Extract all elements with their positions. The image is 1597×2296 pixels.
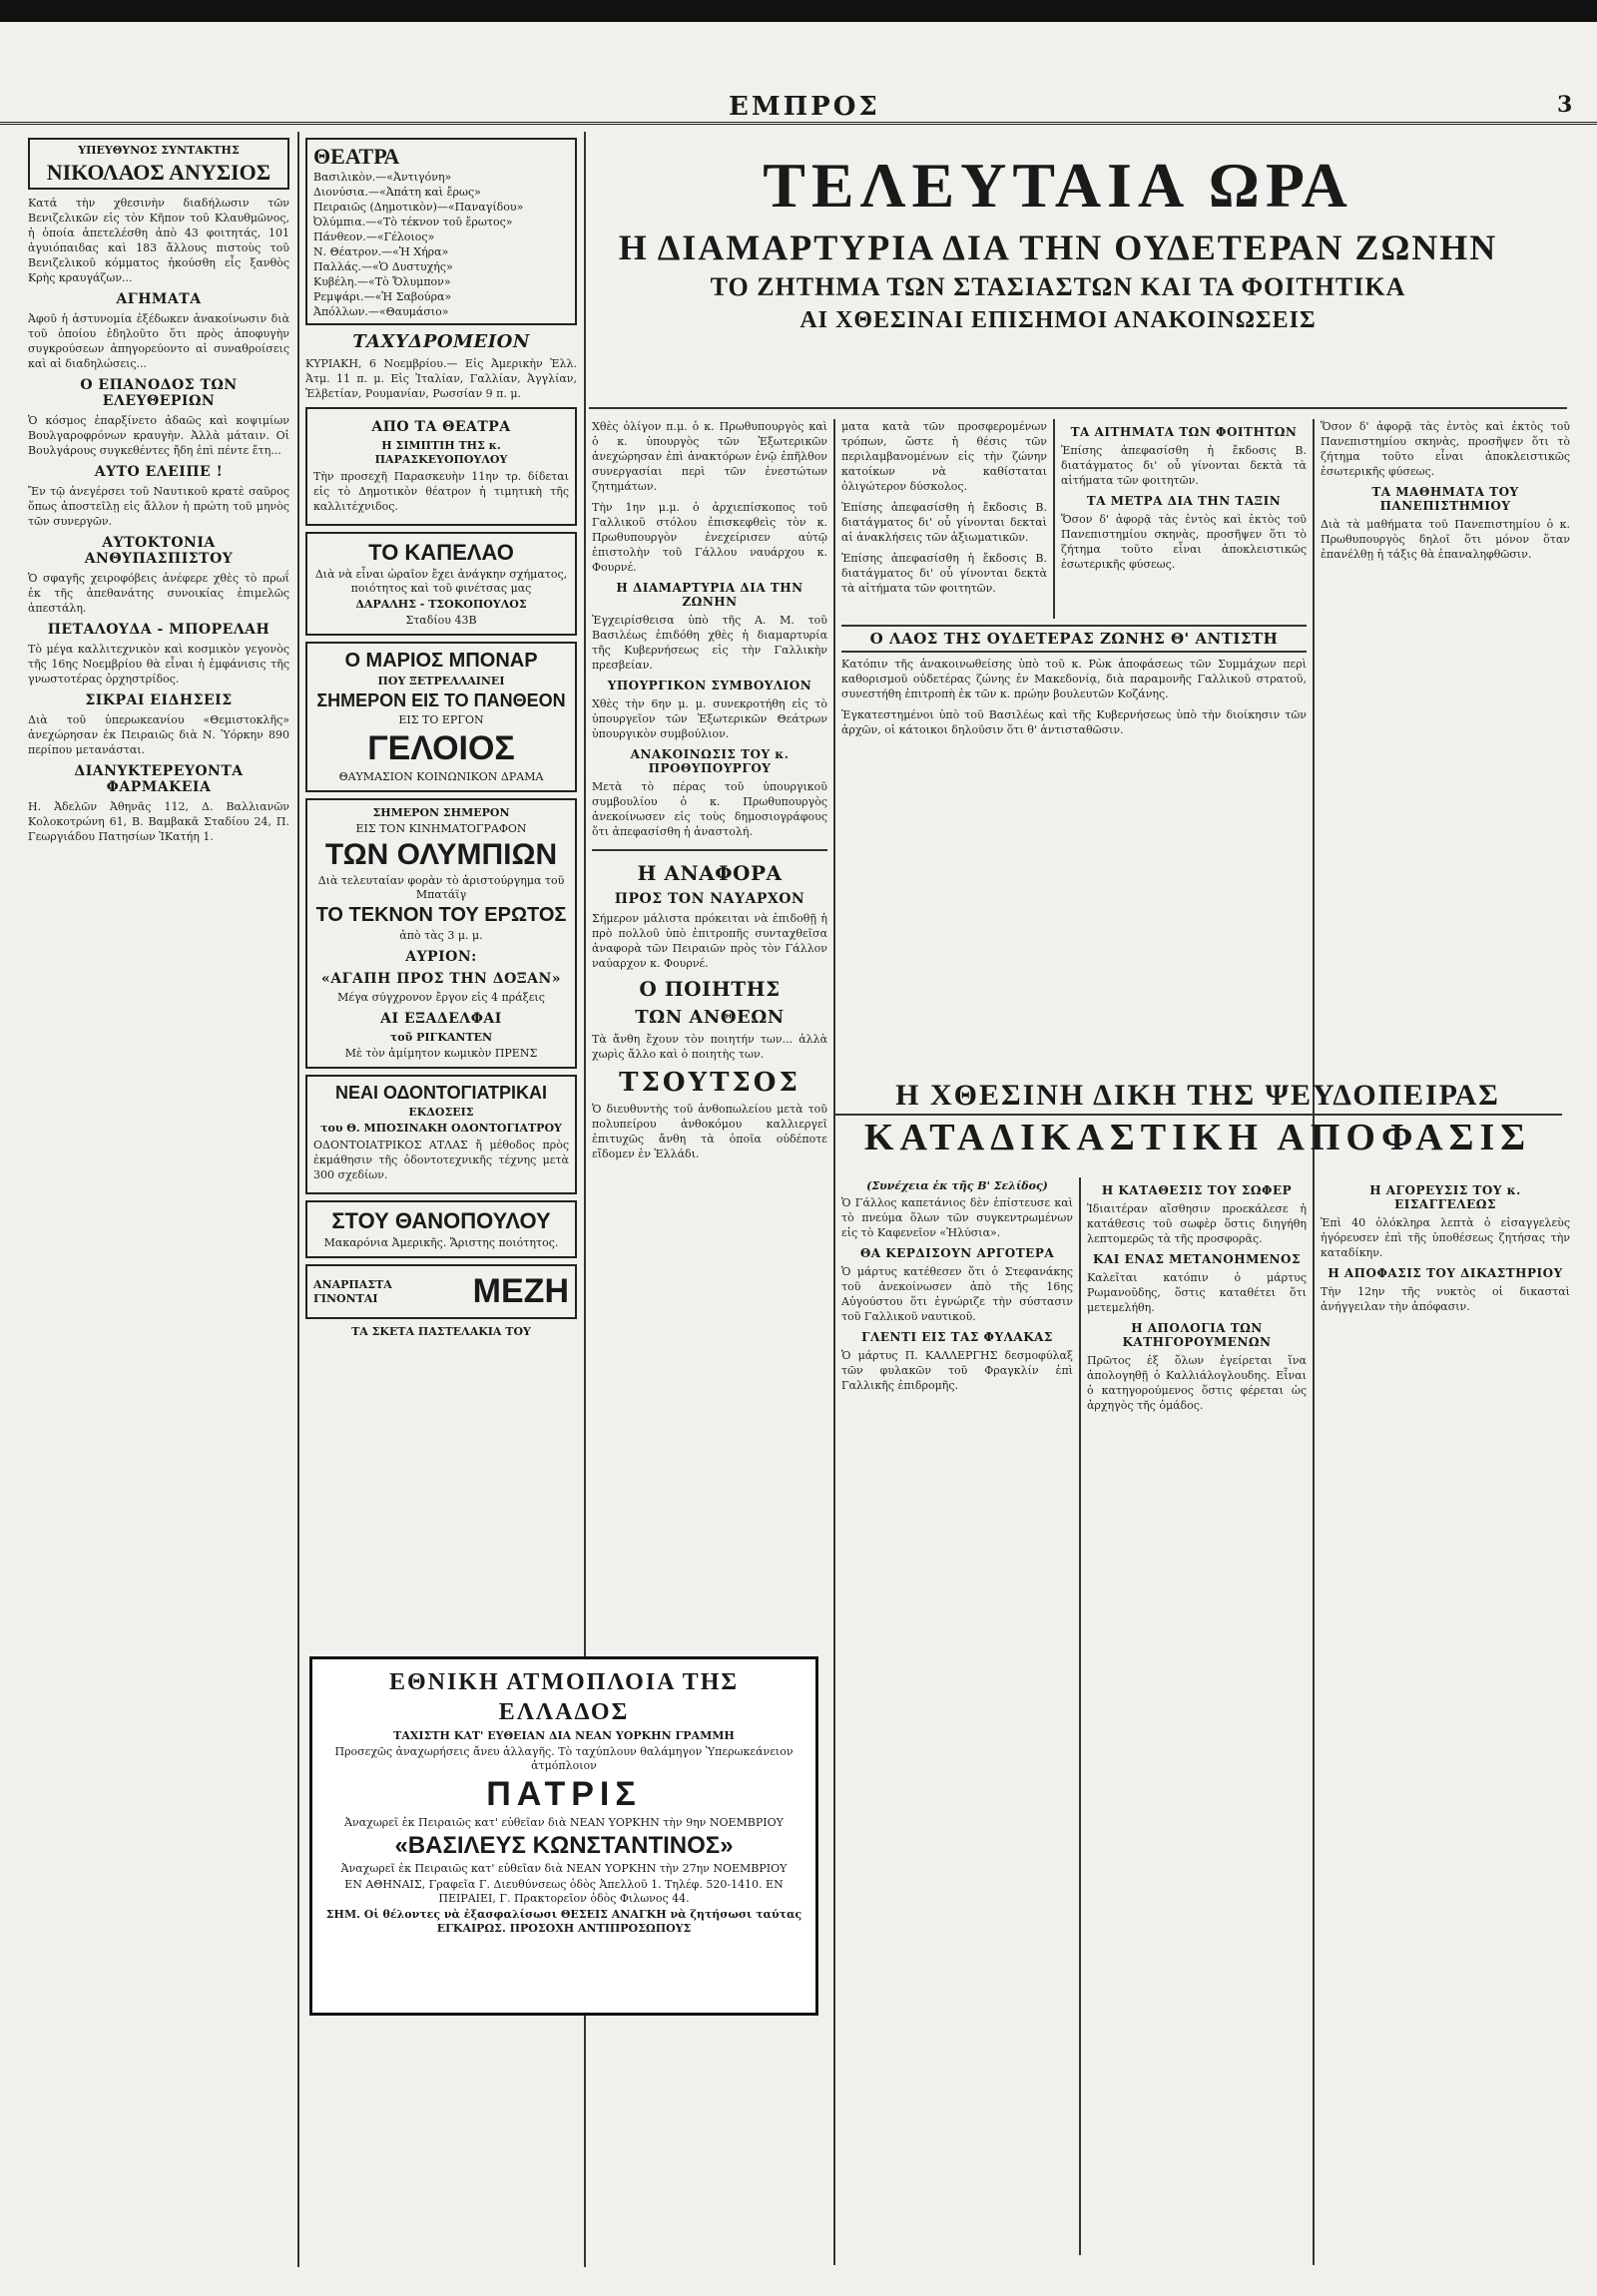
- post-text: ΚΥΡΙΑΚΗ, 6 Νοεμβρίου.— Εἰς Ἀμερικὴν Ἐλλ. Ἀτμ. 11 π. μ. Εἰς Ἰταλίαν, Γαλλίαν, Ἀγγλίαν, Ἐλβετίαν, Ρουμανίαν, Ρωσσίαν 9 π. μ.: [305, 357, 577, 400]
- olympia-ad-title: ΤΩΝ ΟΛΥΜΠΙΩΝ: [324, 838, 558, 871]
- article-heading: ΑΥΤΟΚΤΟΝΙΑ ΑΝΘΥΠΑΣΠΙΣΤΟΥ: [84, 535, 234, 567]
- pantheon-ad-label: ΕΙΣ ΤΟ ΕΡΓΟΝ: [398, 713, 484, 726]
- article-text: Τὴν 12ην τῆς νυκτὸς οἱ δικασταὶ ἀνήγγειλαν τὴν ἀπόφασιν.: [1321, 1285, 1570, 1313]
- pantheon-ad-genre: ΘΑΥΜΑΣΙΟΝ ΚΟΙΝΩΝΙΚΟΝ ΔΡΑΜΑ: [338, 770, 544, 783]
- editor-label: ΥΠΕΥΘΥΝΟΣ ΣΥΝΤΑΚΤΗΣ: [78, 144, 240, 157]
- masthead: [0, 92, 1597, 125]
- article-text: Χθὲς ὀλίγον π.μ. ὁ κ. Πρωθυπουργὸς καὶ ὁ κ. ὑπουργὸς τῶν Ἐξωτερικῶν ἀνεχώρησαν ἐπὶ ἀνακτόρων ἐνῷ ἐπῆλθον συνεργασίαι περὶ τῶν ἐνεστώτων ζητημάτων.: [592, 420, 827, 493]
- poet-text: Τὰ ἄνθη ἔχουν τὸν ποιητήν των... ἀλλὰ χωρὶς ἄλλο καὶ ὁ ποιητὴς των.: [592, 1033, 827, 1061]
- shipping-ad-ship2: «ΒΑΣΙΛΕΥΣ ΚΩΝΣΤΑΝΤΙΝΟΣ»: [394, 1832, 734, 1859]
- article-heading: ΤΑ ΑΙΤΗΜΑΤΑ ΤΩΝ ΦΟΙΤΗΤΩΝ: [1070, 425, 1298, 439]
- hat-ad-shop: ΔΑΡΑΛΗΣ - ΤΣΟΚΟΠΟΥΛΟΣ: [355, 598, 527, 611]
- article-heading: ΑΓΗΜΑΤΑ: [116, 291, 202, 307]
- article-heading: ΥΠΟΥΡΓΙΚΟΝ ΣΥΜΒΟΥΛΙΟΝ: [607, 679, 812, 692]
- shipping-ad-sub: ΤΑΧΙΣΤΗ ΚΑΤ' ΕΥΘΕΙΑΝ ΔΙΑ ΝΕΑΝ ΥΟΡΚΗΝ ΓΡΑΜΜΗ: [393, 1729, 735, 1742]
- olympia-ad-tomorrow: ΑΥΡΙΟΝ:: [405, 949, 477, 965]
- column-rule: [833, 419, 835, 2265]
- theatre-news-box: [305, 407, 577, 526]
- editor-box: [28, 138, 289, 190]
- article-heading: ΑΝΑΚΟΙΝΩΣΙΣ ΤΟΥ κ. ΠΡΟΘΥΠΟΥΡΓΟΥ: [630, 747, 790, 775]
- shipping-ad-ship1: ΠΑΤΡΙΣ: [486, 1775, 642, 1813]
- article-text: Ὁ μάρτυς κατέθεσεν ὅτι ὁ Στεφανάκης τοῦ ἀνεκοίνωσεν ἀπὸ τῆς 16ης Αὐγούστου ὅτι ἐγνώριζε τὴν σύστασιν τοῦ Γαλλικοῦ ναυτικοῦ.: [841, 1265, 1073, 1323]
- theatre-listing: Ρεμψάρι.—«Ἡ Σαβούρα»: [313, 290, 452, 303]
- banner-headline: Η ΔΙΑΜΑΡΤΥΡΙΑ ΔΙΑ ΤΗΝ ΟΥΔΕΤΕΡΑΝ ΖΩΝΗΝ: [618, 228, 1498, 267]
- theatre-news-title: ΑΠΟ ΤΑ ΘΕΑΤΡΑ: [371, 419, 511, 435]
- banner-title: ΤΕΛΕΥΤΑΙΑ ΩΡΑ: [763, 150, 1353, 221]
- tsoutsos-text: Ὁ διευθυντὴς τοῦ ἀνθοπωλείου μετὰ τοῦ πολυπείρου ἀνθοκόμου καλλιεργεῖ ἐπιτυχῶς ἄνθη τὰ ὁποῖα οὐδέποτε εἴδομεν ἐν Ἑλλάδι.: [592, 1103, 827, 1160]
- olympia-ad-next-text: Μέγα σύγχρονον ἔργον εἰς 4 πράξεις: [337, 991, 545, 1004]
- article-text: Ὅσον δ' ἀφορᾷ τὰς ἐντὸς καὶ ἐκτὸς τοῦ Πανεπιστημίου σκηνὰς, προσῆψεν ὅτι τὸ ζήτημα τοῦτο εἶναι ἀποκλειστικῶς ἐσωτερικῆς φύσεως.: [1321, 420, 1570, 478]
- article-heading: ΣΙΚΡΑΙ ΕΙΔΗΣΕΙΣ: [85, 692, 233, 708]
- post-title: ΤΑΧΥΔΡΟΜΕΙΟΝ: [352, 331, 530, 352]
- theatre-listing: Ἀπόλλων.—«Θαυμάσιο»: [313, 305, 449, 318]
- article-heading: ΤΑ ΜΕΤΡΑ ΔΙΑ ΤΗΝ ΤΑΞΙΝ: [1086, 494, 1282, 508]
- editor-name: ΝΙΚΟΛΑΟΣ ΑΝΥΣΙΟΣ: [46, 160, 271, 185]
- article-text: Διὰ τοῦ ὑπερωκεανίου «Θεμιστοκλῆς» ἀνεχώρησαν ἐκ Πειραιῶς διὰ Ν. Ὑόρκην 890 περίπου μετανάσται.: [28, 713, 289, 756]
- article-text: ματα κατὰ τῶν προσφερομένων τρόπων, ὥστε ἡ θέσις τῶν περιλαμβανομένων εἰς τὴν ζώνην κατοίκων νὰ καθίσταται ὀλιγώτερον δύσκολος.: [841, 420, 1047, 493]
- pantheon-ad-today: ΣΗΜΕΡΟΝ ΕΙΣ ΤΟ ΠΑΝΘΕΟΝ: [316, 690, 566, 710]
- dental-ad: [305, 1075, 577, 1194]
- anafora-sub: ΠΡΟΣ ΤΟΝ ΝΑΥΑΡΧΟΝ: [614, 891, 805, 907]
- olympia-ad-next: «ΑΓΑΠΗ ΠΡΟΣ ΤΗΝ ΔΟΞΑΝ»: [320, 971, 562, 987]
- article-text: Ἰδιαιτέραν αἴσθησιν προεκάλεσε ἡ κατάθεσις τοῦ σωφὲρ ὅστις διηγήθη λεπτομερῶς τὰ τῆς προσφορᾶς.: [1087, 1202, 1307, 1245]
- olympia-ad-pre: ΣΗΜΕΡΟΝ ΣΗΜΕΡΟΝ: [372, 806, 510, 819]
- shipping-ad-note: ΣΗΜ. Οἱ θέλοντες νὰ ἐξασφαλίσωσι ΘΕΣΕΙΣ ΑΝΑΓΚΗ νὰ ζητήσωσι ταύτας ΕΓΚΑΙΡΩΣ. ΠΡΟΣΟΧΗ ΑΝΤΙΠΡΟΣΩΠΟΥΣ: [325, 1908, 802, 1935]
- article-heading: ΤΑ ΜΑΘΗΜΑΤΑ ΤΟΥ ΠΑΝΕΠΙΣΤΗΜΙΟΥ: [1371, 485, 1519, 513]
- article-heading: ΔΙΑΝΥΚΤΕΡΕΥΟΝΤΑ ΦΑΡΜΑΚΕΙΑ: [74, 763, 244, 795]
- article-text: Ἐπὶ 40 ὁλόκληρα λεπτὰ ὁ εἰσαγγελεὺς ἠγόρευσεν ἐπὶ τῆς ὑποθέσεως ζητήσας τὴν καταδίκην.: [1321, 1216, 1570, 1259]
- article-text: Ὁ μάρτυς Π. ΚΑΛΛΕΡΓΗΣ δεσμοφύλαξ τῶν φυλακῶν τοῦ Φραγκλίν ἐπὶ Γαλλικῆς ἐπιδρομῆς.: [841, 1349, 1073, 1392]
- trial-column-1: [841, 1177, 1073, 2255]
- article-heading: Η ΑΠΟΦΑΣΙΣ ΤΟΥ ΔΙΚΑΣΤΗΡΙΟΥ: [1328, 1266, 1563, 1280]
- article-text: Ἐπίσης ἀπεφασίσθη ἡ ἔκδοσις Β. διατάγματος δι' οὗ γίνονται δεκτὰ τὰ αἰτήματα τῶν φοιτητῶν.: [1061, 444, 1307, 487]
- mezi-ad-title: ΜΕΖΗ: [472, 1272, 569, 1310]
- theatre-listing: Πειραιῶς (Δημοτικὸν)—«Παναγίδου»: [313, 201, 524, 214]
- article-text: Τὸ μέγα καλλιτεχνικὸν καὶ κοσμικὸν γεγονὸς τῆς 16ης Νοεμβρίου θὰ εἶναι ἡ ἐμφάνισις τῆς γνωστοτέρας ὀρχηστρίδος.: [28, 643, 289, 686]
- theatre-news-text: Τὴν προσεχῆ Παρασκευὴν 11ην τρ. δίδεται εἰς τὸ Δημοτικὸν θέατρον ἡ τιμητικὴ τῆς καλλιτέχνιδος.: [313, 470, 569, 513]
- theatre-box: [305, 138, 577, 325]
- article-text: Κατόπιν τῆς ἀνακοινωθείσης ὑπὸ τοῦ κ. Ρὼκ ἀποφάσεως τῶν Συμμάχων περὶ καθορισμοῦ οὐδετέρας ζώνης ἐν Μακεδονίᾳ, διὰ παραμονῆς Γαλλικοῦ στρατοῦ, συνεστήθη ἐπιτροπὴ ἐκ τῶν κ. πρώην βουλευτῶν Κοζάνης.: [841, 658, 1307, 700]
- article-text: Ἐπίσης ἀπεφασίσθη ἡ ἔκδοσις Β. διατάγματος δι' οὗ γίνονται δεκτὰ τὰ αἰτήματα τῶν φοιτητῶν.: [841, 552, 1047, 595]
- shipping-ad-address: ΕΝ ΑΘΗΝΑΙΣ, Γραφεῖα Γ. Διευθύνσεως ὁδὸς Ἀπελλοῦ 1. Τηλέφ. 520-1410. ΕΝ ΠΕΙΡΑΙΕΙ, Γ. Πρακτορεῖον ὁδὸς Φιλωνος 44.: [344, 1878, 784, 1905]
- pantheon-ad-actor: Ο ΜΑΡΙΟΣ ΜΠΟΝΑΡ: [344, 650, 538, 672]
- article-text: Μετὰ τὸ πέρας τοῦ ὑπουργικοῦ συμβουλίου ὁ κ. Πρωθυπουργὸς ἀνεκοίνωσεν εἰς τοὺς δημοσιογράφους ὅτι ἀπεφασίσθη ἡ ἀναστολή.: [592, 780, 827, 838]
- banner-rule: [589, 407, 1567, 409]
- hat-ad: [305, 532, 577, 636]
- article-text: Ὁ σφαγῆς χειροφόβεις ἀνέφερε χθὲς τὸ πρωΐ ἐκ τῆς ἀπεθανάτης συνοικίας ἐπιμελῶς ἀπεστάλη.: [28, 572, 289, 615]
- olympia-ad-author: τοῦ ΡΙΓΚΑΝΤΕΝ: [389, 1031, 493, 1044]
- column-rule: [297, 132, 299, 2267]
- article-text: Ὅσον δ' ἀφορᾷ τὰς ἐντὸς καὶ ἐκτὸς τοῦ Πανεπιστημίου σκηνὰς, προσῆψεν ὅτι τὸ ζήτημα τοῦτο εἶναι ἀποκλειστικῶς ἐσωτερικῆς φύσεως.: [1061, 513, 1307, 571]
- theatre-list: [313, 170, 569, 319]
- article-heading: ΑΥΤΟ ΕΛΕΙΠΕ !: [94, 464, 224, 480]
- pantheon-ad: [305, 642, 577, 792]
- zone-article: [841, 619, 1307, 1058]
- trial-verdict: ΚΑΤΑΔΙΚΑΣΤΙΚΗ ΑΠΟΦΑΣΙΣ: [863, 1117, 1532, 1158]
- scan-top-border: [0, 0, 1597, 22]
- article-heading: Ο ΕΠΑΝΟΔΟΣ ΤΩΝ ΕΛΕΥΘΕΡΙΩΝ: [80, 377, 238, 409]
- hat-ad-title: ΤΟ ΚΑΠΕΛΑΟ: [368, 540, 514, 565]
- thanopoulos-ad-title: ΣΤΟΥ ΘΑΝΟΠΟΥΛΟΥ: [331, 1208, 551, 1233]
- article-heading: Η ΚΑΤΑΘΕΣΙΣ ΤΟΥ ΣΩΦΕΡ: [1101, 1183, 1293, 1197]
- poet-sub: ΤΩΝ ΑΝΘΕΩΝ: [635, 1007, 785, 1028]
- theatre-listing: Διονύσια.—«Ἀπάτη καὶ ἔρως»: [313, 186, 481, 199]
- banner-subhead: ΤΟ ΖΗΤΗΜΑ ΤΩΝ ΣΤΑΣΙΑΣΤΩΝ ΚΑΙ ΤΑ ΦΟΙΤΗΤΙΚΑ: [710, 272, 1406, 301]
- article-heading: ΓΛΕΝΤΙ ΕΙΣ ΤΑΣ ΦΥΛΑΚΑΣ: [861, 1330, 1053, 1344]
- article-heading: Η ΑΓΟΡΕΥΣΙΣ ΤΟΥ κ. ΕΙΣΑΓΓΕΛΕΩΣ: [1369, 1183, 1521, 1211]
- dental-ad-sub: ΕΚΔΟΣΕΙΣ: [408, 1106, 474, 1119]
- column-rule: [1313, 419, 1315, 2265]
- mezi-ad-label: ΑΝΑΡΠΑΣΤΑ ΓΙΝΟΝΤΑΙ: [313, 1277, 392, 1305]
- theatre-listing: Βασιλικὸν.—«Ἀντιγόνη»: [313, 171, 452, 184]
- olympia-ad-film: ΤΟ ΤΕΚΝΟΝ ΤΟΥ ΕΡΩΤΟΣ: [315, 904, 567, 926]
- thanopoulos-ad-text: Μακαρόνια Ἀμερικῆς. Ἄριστης ποιότητος.: [323, 1236, 559, 1249]
- article-heading: ΠΕΤΑΛΟΥΔΑ - ΜΠΟΡΕΛΑΗ: [47, 622, 270, 638]
- article-heading: Η ΔΙΑΜΑΡΤΥΡΙΑ ΔΙΑ ΤΗΝ ΖΩΝΗΝ: [616, 581, 803, 609]
- article-text: Ἐγχειρίσθεισα ὑπὸ τῆς Α. Μ. τοῦ Βασιλέως ἐπιδόθη χθὲς ἡ διαμαρτυρία τῆς Κυβερνήσεως εἰς τὴν Γαλλικὴν πρεσβείαν.: [592, 614, 827, 672]
- article-text: Η. Ἀδελῶν Ἀθηνᾶς 112, Δ. Βαλλιανῶν Κολοκοτρώνη 61, Β. Βαμβακᾶ Σταδίου 24, Π. Γεωργιάδου Πατησίων ἸΚατήη 1.: [28, 800, 289, 843]
- thanopoulos-ad: [305, 1200, 577, 1258]
- shipping-ad-title: ΕΘΝΙΚΗ ΑΤΜΟΠΛΟΙΑ ΤΗΣ ΕΛΛΑΔΟΣ: [388, 1669, 740, 1725]
- hat-ad-text: Διὰ νὰ εἶναι ὡραῖον ἔχει ἀνάγκην σχήματος, ποιότητος καὶ τοῦ φινέτσας μας: [314, 568, 568, 595]
- trial-title: Η ΧΘΕΣΙΝΗ ΔΙΚΗ ΤΗΣ ΨΕΥΔΟΠΕΙΡΑΣ: [833, 1078, 1562, 1116]
- theatre-listing: Παλλάς.—«Ὁ Δυστυχής»: [313, 260, 453, 273]
- olympia-ad-cast: Μὲ τὸν ἀμίμητον κωμικὸν ΠΡΕΝΣ: [344, 1047, 538, 1060]
- shipping-ad-ship2-text: Ἀναχωρεῖ ἐκ Πειραιῶς κατ' εὐθεῖαν διὰ ΝΕΑΝ ΥΟΡΚΗΝ τὴν 27ην ΝΟΕΜΒΡΙΟΥ: [340, 1862, 788, 1875]
- dental-ad-author: του Θ. ΜΠΟΣΙΝΑΚΗ ΟΔΟΝΤΟΓΙΑΤΡΟΥ: [320, 1122, 562, 1135]
- banner: [559, 150, 1557, 335]
- banner-subhead2: ΑΙ ΧΘΕΣΙΝΑΙ ΕΠΙΣΗΜΟΙ ΑΝΑΚΟΙΝΩΣΕΙΣ: [799, 307, 1317, 333]
- shipping-ad-text: Προσεχῶς ἀναχωρήσεις ἄνευ ἀλλαγῆς. Τὸ ταχύπλουν θαλάμηγον Ὑπερωκεάνειον ἀτμόπλοιον: [334, 1745, 794, 1772]
- trial-column-3: [1321, 1177, 1570, 2255]
- pantheon-ad-sub: ΠΟΥ ΞΕΤΡΕΛΛΑΙΝΕΙ: [377, 675, 505, 688]
- theatre-listing: Ὀλύμπια.—«Τὸ τέκνον τοῦ ἔρωτος»: [313, 216, 513, 229]
- trial-continuation: (Συνέχεια ἐκ τῆς Β' Σελίδος): [866, 1179, 1048, 1192]
- article-text: Ἀφοῦ ἡ ἀστυνομία ἐξέδωκεν ἀνακοίνωσιν διὰ τοῦ ὁποίου ἐδηλοῦτο ὅτι πρὸς ἀποφυγὴν συγκρούσεων ἀπηγορεύοντο αἱ συναθροίσεις καὶ αἱ διαδηλώσεις...: [28, 312, 289, 370]
- theatre-listing: Πάνθεον.—«Γέλοιος»: [313, 230, 435, 243]
- trial-headline: [833, 1078, 1562, 1159]
- olympia-ad: [305, 798, 577, 1069]
- anafora-text: Σήμερον μάλιστα πρόκειται νὰ ἐπιδοθῇ ἡ πρὸ πολλοῦ ὑπὸ ἐπιτροπῆς συνταχθεῖσα ἀναφορὰ τῶν Πειραιῶν πρὸς τὸν Γάλλον ναύαρχον κ. Φουρνέ.: [592, 912, 827, 970]
- article-text: Ἐγκατεστημένοι ὑπὸ τοῦ Βασιλέως καὶ τῆς Κυβερνήσεως ὑπὸ τὴν διοίκησιν τῶν ἀρχῶν, οἱ κάτοικοι δηλοῦσιν ὅτι θ' ἀντισταθῶσιν.: [841, 708, 1307, 736]
- article-heading: ΘΑ ΚΕΡΔΙΣΟΥΝ ΑΡΓΟΤΕΡΑ: [859, 1246, 1055, 1260]
- trial-column-2: [1087, 1177, 1307, 2255]
- article-text: Πρῶτος ἐξ ὅλων ἐγείρεται ἵνα ἀπολογηθῇ ὁ Καλλιάλογλουδης. Εἶναι ὁ κατηγορούμενος ὅστις φέρεται ὡς ἀρχηγὸς τῆς ὁμάδος.: [1087, 1354, 1307, 1412]
- theatre-listing: Κυβέλη.—«Τὸ Ὄλυμπον»: [313, 275, 451, 288]
- theatre-listing: Ν. Θέατρον.—«Ἡ Χήρα»: [313, 245, 449, 258]
- olympia-ad-text: Διὰ τελευταίαν φορὰν τὸ ἀριστούργημα τοῦ Μπατάϊγ: [317, 874, 565, 901]
- hat-ad-address: Σταδίου 43Β: [405, 614, 477, 627]
- mezi-ad: [305, 1264, 577, 1319]
- olympia-ad-time: ἀπὸ τὰς 3 μ. μ.: [399, 929, 483, 942]
- column-rule: [1079, 1177, 1081, 2255]
- column-2: [305, 132, 577, 1628]
- mezi-ad-sub: ΤΑ ΣΚΕΤΑ ΠΑΣΤΕΛΑΚΙΑ ΤΟΥ: [351, 1325, 531, 1338]
- olympia-ad-second: ΑΙ ΕΞΑΔΕΛΦΑΙ: [380, 1011, 502, 1027]
- anafora-title: Η ΑΝΑΦΟΡΑ: [637, 861, 783, 885]
- article-text: Ἔν τῷ ἀνεγέρσει τοῦ Ναυτικοῦ κρατὲ σαῦρος ὅπως ἀποστεῖλῃ εἰς ἄλλον ἡ πρώτη τοῦ μηνὸς τῶν συνεργῶν.: [28, 485, 289, 528]
- poet-title: Ο ΠΟΙΗΤΗΣ: [639, 977, 781, 1001]
- article-text: Ἐπίσης ἀπεφασίσθη ἡ ἔκδοσις Β. διατάγματος δι' οὗ γίνονται δεκταὶ αἱ ἀνακλήσεις τῶν ἀξιωματικῶν.: [841, 501, 1047, 544]
- olympia-ad-pre2: ΕΙΣ ΤΟΝ ΚΙΝΗΜΑΤΟΓΡΑΦΟΝ: [355, 822, 527, 835]
- article-heading: Ο ΛΑΟΣ ΤΗΣ ΟΥΔΕΤΕΡΑΣ ΖΩΝΗΣ Θ' ΑΝΤΙΣΤΗ: [841, 625, 1307, 653]
- tsoutsos-title: ΤΣΟΥΤΣΟΣ: [619, 1068, 800, 1098]
- dental-ad-text: ΟΔΟΝΤΟΙΑΤΡΙΚΟΣ ΑΤΛΑΣ ἤ μέθοδος πρὸς ἐκμάθησιν τῆς ὀδοντοτεχνικῆς τέχνης μετὰ 300 σχεδίων.: [313, 1139, 569, 1181]
- article-text: Κατά τὴν χθεσινὴν διαδήλωσιν τῶν Βενιζελικῶν εἰς τὸν Κῆπον τοῦ Κλαυθμῶνος, ἡ ὁποία ἀπετελέσθη ἀπὸ 43 φοιτητάς, 101 ἀγυιόπαιδας καὶ 183 ἄλλους πιστοὺς τοῦ Βενιζελικοῦ κόμματος ἠκούσθη εἷς ξανθὸς Κρὴς κραυγάζων...: [28, 197, 289, 284]
- shipping-ad: [309, 1656, 818, 2016]
- article-text: Ὁ κόσμος ἐπαρξίνετο ἀδαῶς καὶ κοψιμίων Βουλγαροφρόνων κραυγὴν. Ἀλλὰ μάταιν. Οἱ Βουλγάρους συγκεθέντες ἤδη ἐπὶ πέντε ἔτη...: [28, 414, 289, 457]
- article-text: Τὴν 1ην μ.μ. ὁ ἀρχιεπίσκοπος τοῦ Γαλλικοῦ στόλου ἐπισκεφθεὶς τὸν κ. Πρωθυπουργὸν ἐνεχείρισεν αὐτῷ ἐπιστολὴν τοῦ Γάλλου ναυάρχου κ. Φουρνέ.: [592, 501, 827, 574]
- newspaper-title: ΕΜΠΡΟΣ: [729, 92, 880, 122]
- dental-ad-title: ΝΕΑΙ ΟΔΟΝΤΟΓΙΑΤΡΙΚΑΙ: [335, 1083, 547, 1103]
- article-heading: Η ΑΠΟΛΟΓΙΑ ΤΩΝ ΚΑΤΗΓΟΡΟΥΜΕΝΩΝ: [1122, 1321, 1272, 1349]
- theatre-title: ΘΕΑΤΡΑ: [313, 144, 400, 169]
- article-heading: ΚΑΙ ΕΝΑΣ ΜΕΤΑΝΟΗΜΕΝΟΣ: [1093, 1252, 1301, 1266]
- theatre-news-sub: Η ΣΙΜΠΤΙΗ ΤΗΣ κ. ΠΑΡΑΣΚΕΥΟΠΟΥΛΟΥ: [374, 439, 508, 466]
- pantheon-ad-play: ΓΕΛΟΙΟΣ: [367, 729, 515, 767]
- article-text: Ὁ Γάλλος καπετάνιος δὲν ἐπίστευσε καὶ τὸ πνεύμα ὅλων τῶν συγκεντρωμένων εἰς τὸ Καφενεῖον «Ἠλύσια».: [841, 1196, 1073, 1239]
- column-1: [28, 132, 289, 2267]
- page-number: 3: [1557, 92, 1573, 118]
- article-text: Καλεῖται κατόπιν ὁ μάρτυς Ρωμανοῦδης, ὅστις καταθέτει ὅτι μετεμελήθη.: [1087, 1271, 1307, 1314]
- shipping-ad-ship1-text: Ἀναχωρεῖ ἐκ Πειραιῶς κατ' εὐθεῖαν διὰ ΝΕΑΝ ΥΟΡΚΗΝ τὴν 9ην ΝΟΕΜΒΡΙΟΥ: [344, 1816, 784, 1829]
- article-text: Διὰ τὰ μαθήματα τοῦ Πανεπιστημίου ὁ κ. Πρωθυπουργὸς δηλοῖ ὅτι μόνον ὅταν ἐπανέλθῃ ἡ τάξις θὰ ἐπαναληφθῶσιν.: [1321, 518, 1570, 561]
- article-text: Χθὲς τὴν 6ην μ. μ. συνεκροτήθη εἰς τὸ ὑπουργεῖον τῶν Ἐξωτερικῶν Θεάτρων ὑπουργικὸν συμβούλιον.: [592, 697, 827, 740]
